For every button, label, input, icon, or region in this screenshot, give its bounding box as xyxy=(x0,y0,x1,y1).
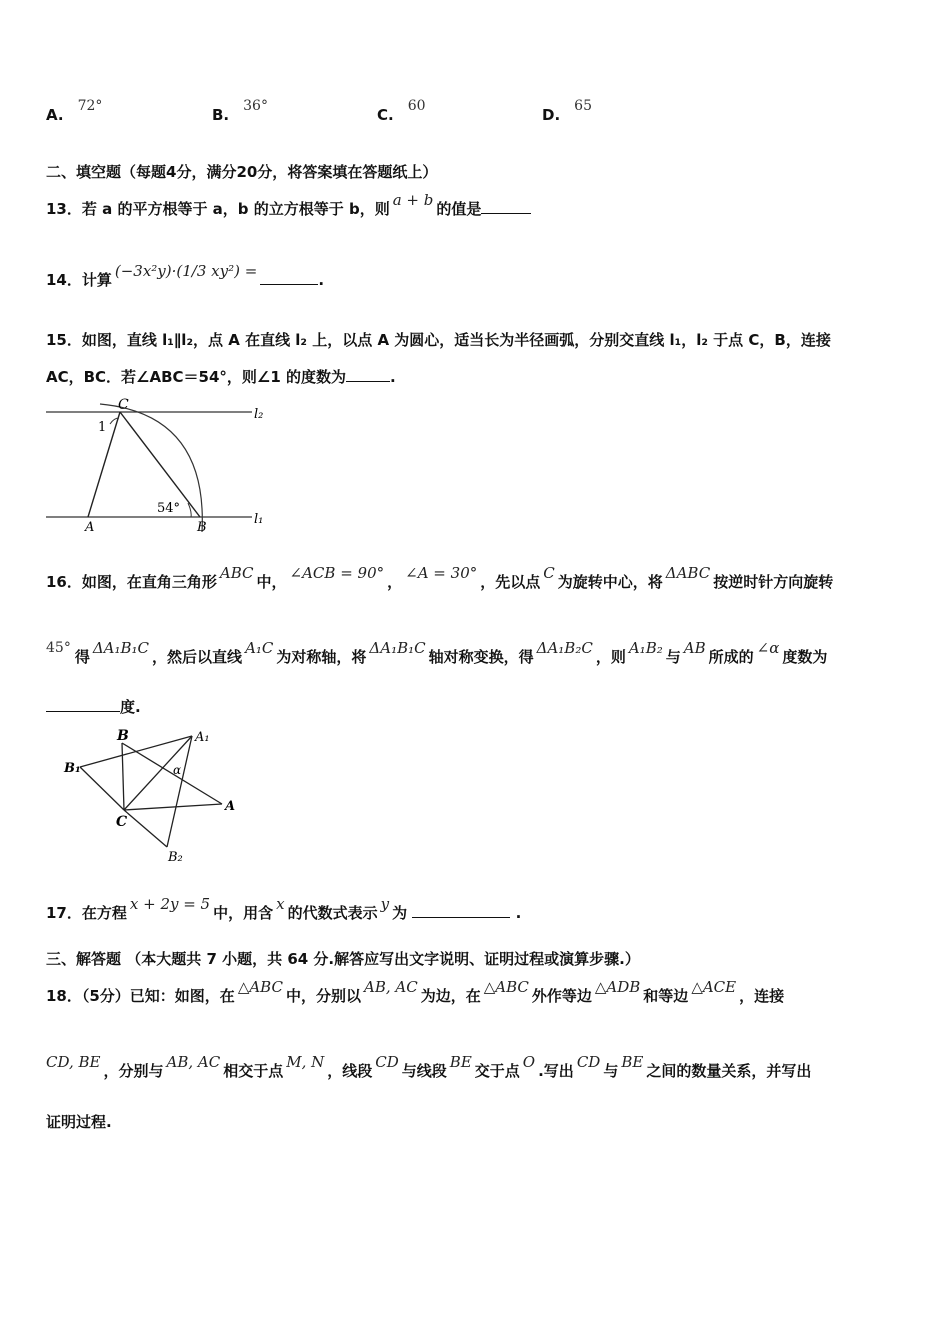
q13-text-end: 的值是 xyxy=(436,200,482,218)
q16-expr: ΔA₁B₁C xyxy=(369,639,426,657)
q18-expr: CD xyxy=(375,1053,399,1071)
q17-text: 17．在方程 xyxy=(46,904,127,922)
q16-text: 中， xyxy=(256,573,287,591)
q16-expr: ∠α xyxy=(756,639,780,657)
q16-expr: ΔA₁B₁C xyxy=(92,639,150,657)
q16-text: 度数为 xyxy=(782,648,828,666)
option-label: C. xyxy=(377,106,394,124)
question-16-line-1 xyxy=(46,564,834,592)
angle-alpha-label: α xyxy=(173,763,182,777)
q17-text: 中，用含 xyxy=(213,904,274,922)
answer-blank[interactable] xyxy=(260,270,318,285)
q16-expr: ABC xyxy=(219,564,254,582)
option-c xyxy=(377,98,426,124)
point-c-label: C xyxy=(116,814,128,830)
option-label: B. xyxy=(212,106,230,124)
q18-expr: BE xyxy=(621,1053,644,1071)
point-b-label: B xyxy=(117,728,129,744)
q16-expr: A₁C xyxy=(245,639,274,657)
question-15-line-1: 15．如图，直线 l₁∥l₂，点 A 在直线 l₂ 上，以点 A 为圆心，适当长为半径画弧，分别交直线 l₁，l₂ 于点 C，B，连接 xyxy=(46,331,831,349)
question-14 xyxy=(46,262,325,290)
point-b-label: B xyxy=(197,520,207,535)
point-a-label: A xyxy=(85,520,95,535)
q15-text: AC，BC．若∠ABC＝54°，则∠1 的度数为 xyxy=(46,368,347,386)
point-c-label: C xyxy=(118,397,129,413)
option-d xyxy=(542,98,592,124)
q18-expr: O xyxy=(522,1053,536,1071)
q16-text: 为旋转中心，将 xyxy=(557,573,663,591)
segment-ca xyxy=(124,804,222,810)
q17-expr: x xyxy=(276,895,285,913)
point-a1-label: A₁ xyxy=(195,730,210,745)
segment-cb2 xyxy=(124,810,167,847)
q18-expr: △ABC xyxy=(237,978,283,996)
angle-1-label: 1 xyxy=(98,420,107,435)
q16-expr: AB xyxy=(683,639,706,657)
q16-text: ，然后以直线 xyxy=(152,648,243,666)
q14-expr: (−3x²y)·(1/3 xy²) = xyxy=(114,262,258,280)
q18-text: ，连接 xyxy=(739,987,785,1005)
option-value: 60 xyxy=(407,98,426,114)
q14-period: . xyxy=(318,271,325,289)
segment-bc xyxy=(122,743,124,810)
q16-end: 度. xyxy=(120,698,141,716)
q16-text: 得 xyxy=(74,648,90,666)
q18-expr: CD, BE xyxy=(46,1053,101,1071)
q16-text: 轴对称变换，得 xyxy=(428,648,534,666)
q16-expr: C xyxy=(543,564,555,582)
answer-blank[interactable] xyxy=(346,367,390,382)
section-3-heading: 三、解答题 （本大题共 7 小题，共 64 分.解答应写出文字说明、证明过程或演算步骤.） xyxy=(46,950,640,968)
q18-text: 与 xyxy=(603,1062,619,1080)
point-b1-label: B₁ xyxy=(64,761,81,776)
option-label: D. xyxy=(542,106,561,124)
figure-15 xyxy=(40,394,280,539)
point-b2-label: B₂ xyxy=(168,850,183,865)
q18-text: .写出 xyxy=(538,1062,574,1080)
q18-text: 中，分别以 xyxy=(285,987,361,1005)
arc xyxy=(100,404,202,532)
q18-expr: AB, AC xyxy=(363,978,418,996)
q18-text: 交于点 xyxy=(474,1062,520,1080)
label-l2: l₂ xyxy=(254,407,264,422)
q18-text: 外作等边 xyxy=(531,987,592,1005)
q18-text: 为边，在 xyxy=(420,987,481,1005)
section-2-heading: 二、填空题（每题4分，满分20分，将答案填在答题纸上） xyxy=(46,163,438,181)
q18-expr: M, N xyxy=(286,1053,325,1071)
q18-expr: △ADB xyxy=(594,978,641,996)
q18-expr: AB, AC xyxy=(166,1053,221,1071)
question-18-line-2 xyxy=(46,1053,812,1081)
answer-blank[interactable] xyxy=(46,697,120,712)
question-18-line-1 xyxy=(46,978,785,1006)
figure-16 xyxy=(60,724,250,869)
q16-expr: 45° xyxy=(46,640,71,656)
q18-expr: △ABC xyxy=(483,978,529,996)
q16-expr: ∠ACB = 90° xyxy=(289,564,385,582)
segment-a1b2 xyxy=(167,736,192,847)
question-18-line-3: 证明过程. xyxy=(46,1113,112,1131)
option-value: 65 xyxy=(574,98,592,114)
q15-period: . xyxy=(390,368,396,386)
angle-54-label: 54° xyxy=(157,501,181,516)
q16-text: 按逆时针方向旋转 xyxy=(713,573,834,591)
q17-period: . xyxy=(515,904,522,922)
q18-text: 和等边 xyxy=(643,987,689,1005)
q18-text: 之间的数量关系，并写出 xyxy=(646,1062,812,1080)
segment-ca1 xyxy=(124,736,192,810)
option-a xyxy=(46,98,103,124)
q16-text: ， xyxy=(387,573,403,591)
answer-blank[interactable] xyxy=(481,199,531,214)
q16-expr: ΔABC xyxy=(665,564,711,582)
q17-expr: x + 2y = 5 xyxy=(129,895,211,913)
point-a-label: A xyxy=(225,799,236,814)
q18-text: ，分别与 xyxy=(103,1062,164,1080)
q16-text: ，则 xyxy=(595,648,626,666)
q16-text: 为对称轴，将 xyxy=(276,648,367,666)
answer-blank[interactable] xyxy=(412,903,510,918)
segment-ba xyxy=(122,743,222,804)
q18-text: 相交于点 xyxy=(223,1062,284,1080)
question-13 xyxy=(46,191,531,219)
q17-text: 为 xyxy=(392,904,408,922)
q13-text: 13．若 a 的平方根等于 a，b 的立方根等于 b，则 xyxy=(46,200,390,218)
q18-expr: CD xyxy=(576,1053,601,1071)
q16-text: ，先以点 xyxy=(480,573,541,591)
option-value: 36° xyxy=(243,98,268,114)
q18-expr: △ACE xyxy=(691,978,737,996)
question-17 xyxy=(46,895,522,923)
q17-text: 的代数式表示 xyxy=(287,904,378,922)
q16-text: 16．如图，在直角三角形 xyxy=(46,573,217,591)
question-15-line-2 xyxy=(46,367,396,387)
q16-expr: A₁B₂ xyxy=(628,639,663,657)
option-label: A. xyxy=(46,106,64,124)
q13-expr: a + b xyxy=(392,191,434,209)
q18-text: ，线段 xyxy=(327,1062,373,1080)
option-b xyxy=(212,98,268,124)
question-16-line-2 xyxy=(46,639,828,668)
q16-text: 与 xyxy=(665,648,681,666)
q18-expr: BE xyxy=(449,1053,472,1071)
q16-expr: ∠A = 30° xyxy=(405,564,478,582)
question-16-line-3 xyxy=(46,697,141,717)
q17-expr: y xyxy=(380,895,390,913)
option-value: 72° xyxy=(77,98,103,114)
label-l1: l₁ xyxy=(254,512,264,527)
q14-text: 14．计算 xyxy=(46,271,112,289)
q16-expr: ΔA₁B₂C xyxy=(536,639,593,657)
segment-b1c xyxy=(80,767,124,810)
q18-text: 18．（5分）已知：如图，在 xyxy=(46,987,235,1005)
q16-text: 所成的 xyxy=(708,648,754,666)
q18-text: 与线段 xyxy=(401,1062,447,1080)
